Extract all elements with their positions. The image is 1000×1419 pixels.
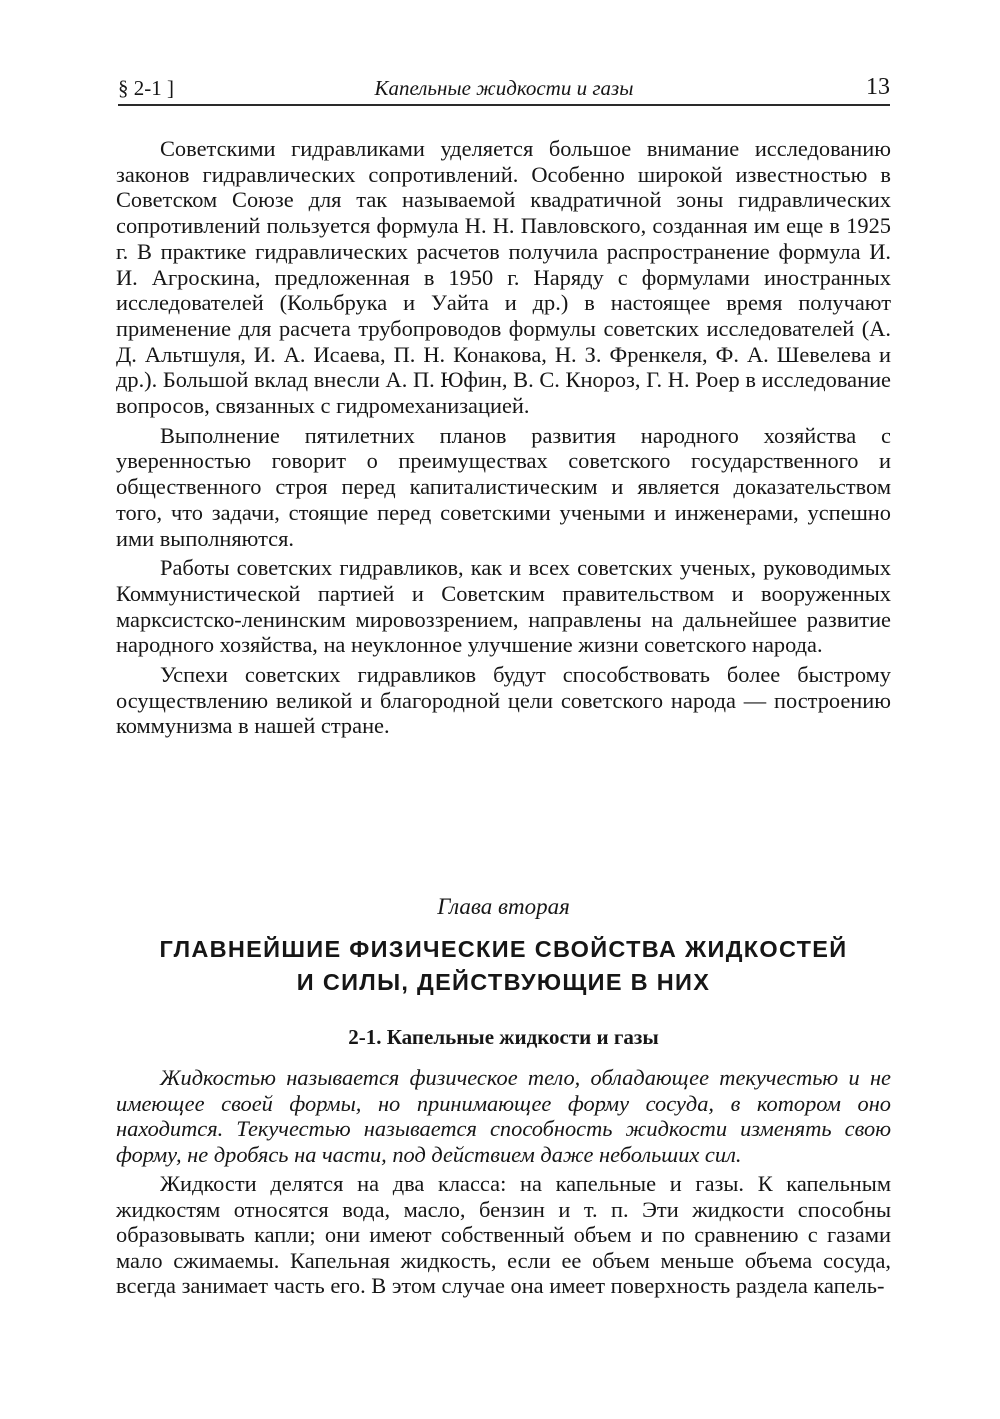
- paragraph-soviet-hydraulics: Работы советских гидравликов, как и всех советских ученых, руководимых Коммунистической партией и Советским правительством и вооруженных марксистско-ленинским мировоззрением, направлены на дальнейшее развитие народного хозяйства, на неуклонное улучшение жизни советского народа.: [116, 555, 891, 658]
- page-number: 13: [866, 74, 890, 100]
- paragraph-liquid-classes: Жидкости делятся на два класса: на капельные и газы. К капельным жидкостям относятся вода, масло, бензин и т. п. Эти жидкости способны образовывать капли; они имеют собственный объем и по сравнению с газами мало сжимаемы. Капельная жидкость, если ее объем меньше объема сосуда, всегда занимает часть его. В этом случае она имеет поверхность раздела капель-: [116, 1171, 891, 1298]
- chapter-title-line-1: ГЛАВНЕЙШИЕ ФИЗИЧЕСКИЕ СВОЙСТВА ЖИДКОСТЕЙ: [159, 936, 848, 962]
- section-heading: 2-1. Капельные жидкости и газы: [348, 1025, 659, 1049]
- paragraph-hydraulic-resistance: Советскими гидравликами уделяется большое внимание исследованию законов гидравлических сопротивлений. Особенно широкой известностью в Советском Союзе для так называемой квадратичной зоны гидравлических сопротивлений пользуется формула Н. Н. Павловского, созданная им еще в 1925 г. В практике гидравлических расчетов получила распространение формула И. И. Агроскина, предложенная в 1950 г. Наряду с формулами иностранных исследователей (Кольбрука и Уайта и др.) в настоящее время получают применение для расчета трубопроводов формулы советских исследователей (А. Д. Альтшуля, И. А. Исаева, П. Н. Конакова, Н. З. Френкеля, Ф. А. Шевелева и др.). Большой вклад внесли А. П. Юфин, В. С. Кнороз, Г. Н. Роер в исследование вопросов, связанных с гидромеханизацией.: [116, 136, 891, 419]
- chapter-block: [116, 893, 891, 1299]
- running-title: Капельные жидкости и газы: [374, 76, 634, 100]
- chapter-title: [116, 933, 891, 999]
- paragraph-successes: Успехи советских гидравликов будут способствовать более быстрому осуществлению великой и благородной цели советского народа — построению коммунизма в нашей стране.: [116, 662, 891, 739]
- header-rule: [118, 104, 890, 106]
- body-text: [116, 136, 891, 739]
- chapter-title-line-2: И СИЛЫ, ДЕЙСТВУЮЩИЕ В НИХ: [296, 969, 711, 995]
- section-reference: § 2-1 ]: [118, 76, 174, 100]
- chapter-label: Глава вторая: [437, 894, 570, 919]
- definition-paragraph: Жидкостью называется физическое тело, обладающее текучестью и не имеющее своей формы, но принимающее форму сосуда, в котором оно находится. Текучестью называется способность жидкости изменять свою форму, не дробясь на части, под действием даже небольших сил.: [116, 1065, 891, 1167]
- running-header: [118, 76, 890, 102]
- paragraph-five-year-plans: Выполнение пятилетних планов развития народного хозяйства с уверенностью говорит о преимуществах советского государственного и общественного строя перед капиталистическим и является доказательством того, что задачи, стоящие перед советскими учеными и инженерами, успешно ими выполняются.: [116, 422, 891, 551]
